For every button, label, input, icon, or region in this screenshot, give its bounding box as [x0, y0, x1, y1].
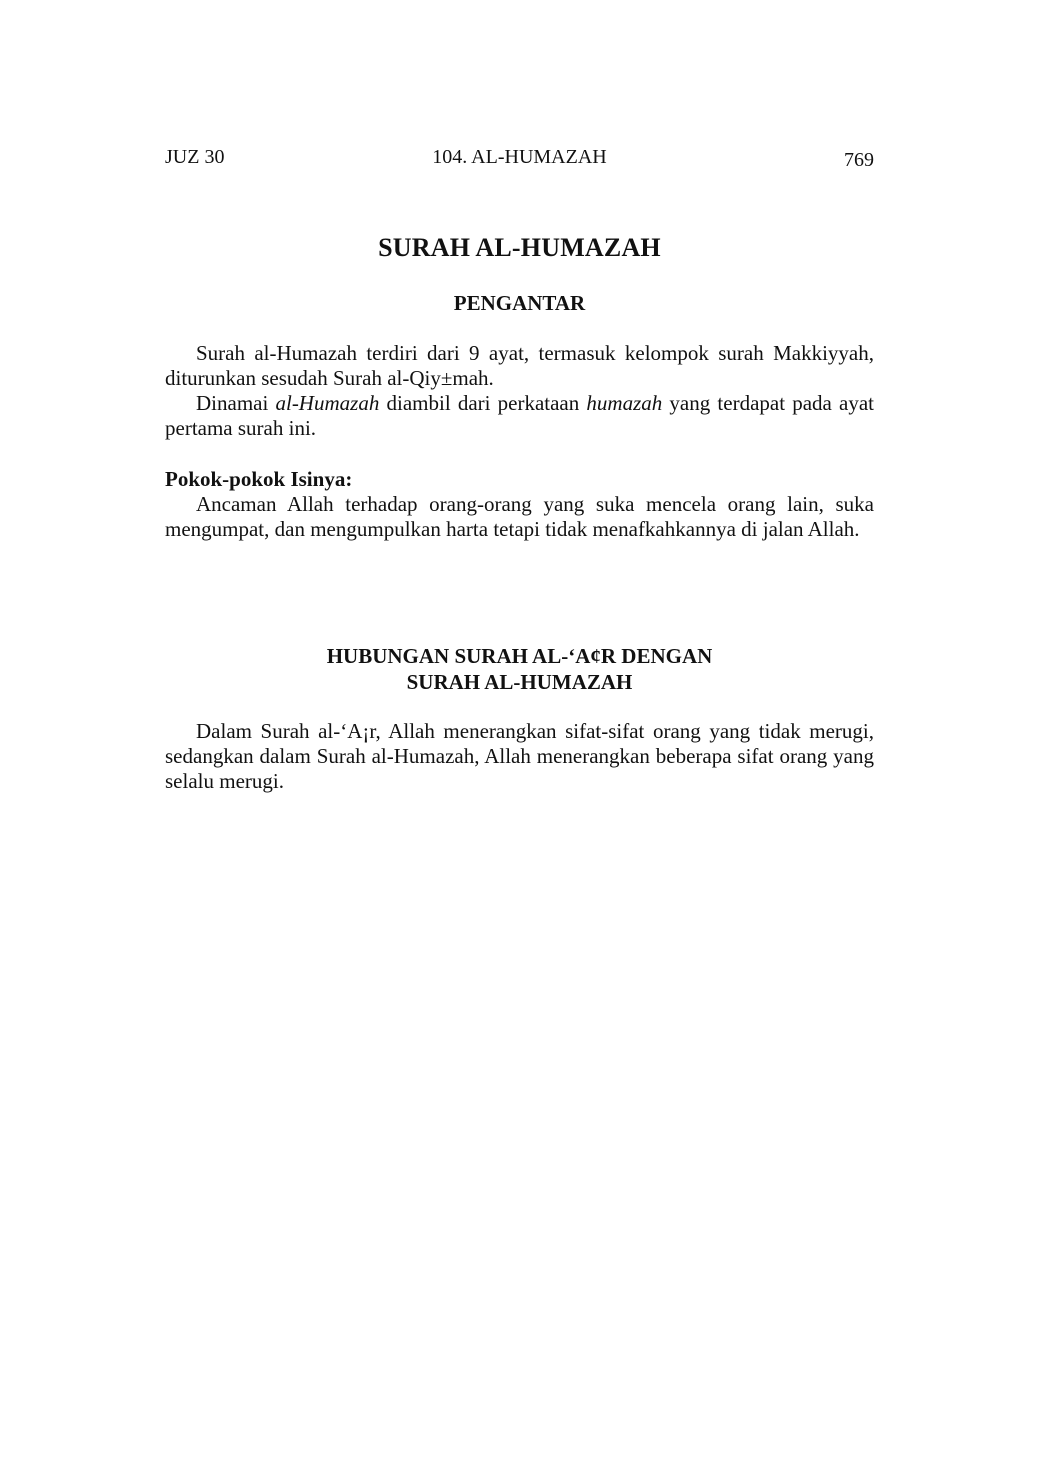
hubungan-paragraph: Dalam Surah al-‘A¡r, Allah menerangkan sifat-sifat orang yang tidak merugi, sedangkan dalam Surah al-Humazah, Allah menerangkan beberapa sifat orang yang selalu merugi. — [165, 719, 874, 793]
para2-italic-term-1: al-Humazah — [275, 391, 380, 415]
hubungan-heading — [165, 643, 874, 695]
hubungan-heading-line-2: SURAH AL-HUMAZAH — [406, 670, 633, 694]
pengantar-paragraph-1: Surah al-Humazah terdiri dari 9 ayat, termasuk kelompok surah Makkiyyah, diturunkan sesudah Surah al-Qiy±mah. — [165, 341, 874, 390]
para2-prefix: Dinamai — [196, 391, 276, 415]
pokok-section — [165, 467, 874, 542]
hubungan-section — [165, 719, 874, 794]
chapter-label: 104. AL-HUMAZAH — [432, 146, 607, 168]
pengantar-heading: PENGANTAR — [453, 291, 586, 315]
pengantar-paragraph-2 — [165, 391, 874, 441]
para2-middle: diambil dari perkataan — [379, 391, 587, 415]
para2-italic-term-2: humazah — [586, 391, 663, 415]
pokok-paragraph: Ancaman Allah terhadap orang-orang yang suka mencela orang lain, suka mengumpat, dan mengumpulkan harta tetapi tidak menafkahkannya di jalan Allah. — [165, 492, 874, 541]
para2-suffix: yang terdapat pada ayat pertama surah ini. — [165, 391, 874, 440]
running-header — [165, 144, 874, 174]
page-number: 769 — [844, 149, 874, 171]
surah-title: SURAH AL-HUMAZAH — [378, 233, 661, 262]
pokok-label: Pokok-pokok Isinya: — [165, 467, 353, 491]
hubungan-heading-line-1: HUBUNGAN SURAH AL-‘A¢R DENGAN — [326, 644, 713, 668]
page — [165, 0, 874, 1475]
pengantar-section — [165, 341, 874, 441]
juz-label: JUZ 30 — [165, 146, 225, 168]
